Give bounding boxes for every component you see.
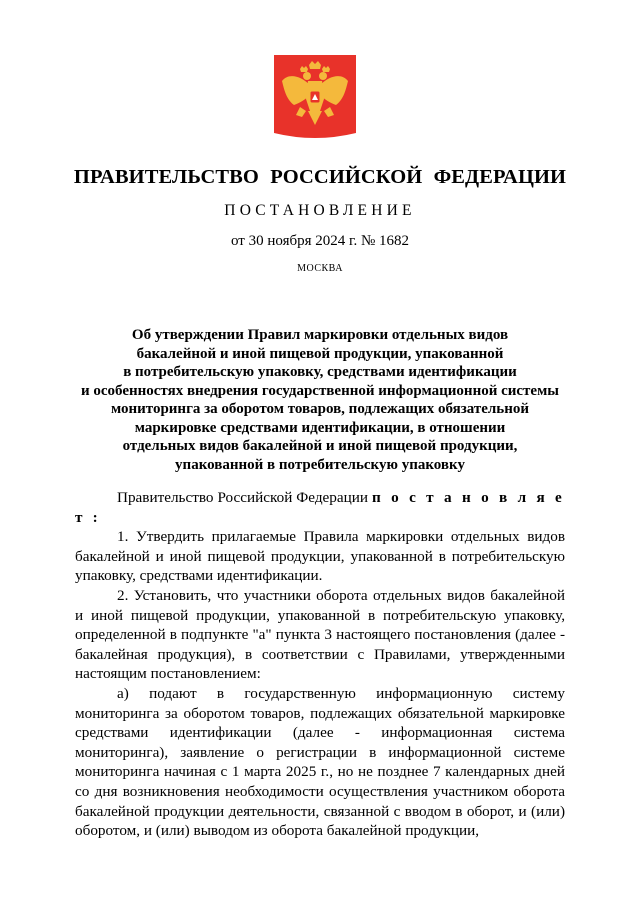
intro-text: Правительство Российской Федерации [117,489,369,506]
heading-line: упакованной в потребительскую упаковку [175,456,465,473]
coat-of-arms-icon [274,55,356,139]
government-title: ПРАВИТЕЛЬСТВО РОССИЙСКОЙ ФЕДЕРАЦИИ [73,166,567,188]
heading-line: и особенностях внедрения государственной информационной системы [80,382,560,399]
document-body [75,488,565,841]
decree-word: п о с т а н о в л я е т : [75,489,565,526]
heading-line: отдельных видов бакалейной и иной пищевой продукции, [122,438,518,454]
document-heading [60,326,580,474]
document-city: МОСКВА [297,263,343,274]
heading-line: Об утверждении Правил маркировки отдельных видов [131,327,509,343]
heading-line: бакалейной и иной пищевой продукции, упакованной [136,345,504,362]
intro-paragraph [75,488,565,527]
document-type: ПОСТАНОВЛЕНИЕ [224,202,416,219]
body-paragraph-2a: а) подают в государственную информационную систему мониторинга за оборотом товаров, подлежащих обязательной маркировке средствами идентификации (далее - информационная система мониторинга), заявление о регистрации в информационной системе мониторинга начиная с 1 марта 2025 г., но не позднее 7 календарных дней со дня возникновения необходимости осуществления участником оборота бакалейной продукции деятельности, связанной с вводом в оборот, и (или) оборотом, и (или) выводом из оборота бакалейной продукции, [75,684,565,840]
document-date: от 30 ноября 2024 г. № 1682 [230,233,410,249]
body-paragraph-2: 2. Установить, что участники оборота отдельных видов бакалейной и иной пищевой продукции, упакованной в потребительскую упаковку, определенной в подпункте "а" пункта 3 настоящего постановления (далее - бакалейная продукция), в соответствии с Правилами, утвержденными настоящим постановлением: [75,586,565,683]
heading-line: мониторинга за оборотом товаров, подлежащих обязательной [110,401,530,417]
heading-line: в потребительскую упаковку, средствами идентификации [123,364,517,380]
heading-line: маркировке средствами идентификации, в отношении [134,419,506,436]
body-paragraph-1: 1. Утвердить прилагаемые Правила маркировки отдельных видов бакалейной и иной пищевой продукции, упакованной в потребительскую упаковку, средствами идентификации. [75,528,565,585]
